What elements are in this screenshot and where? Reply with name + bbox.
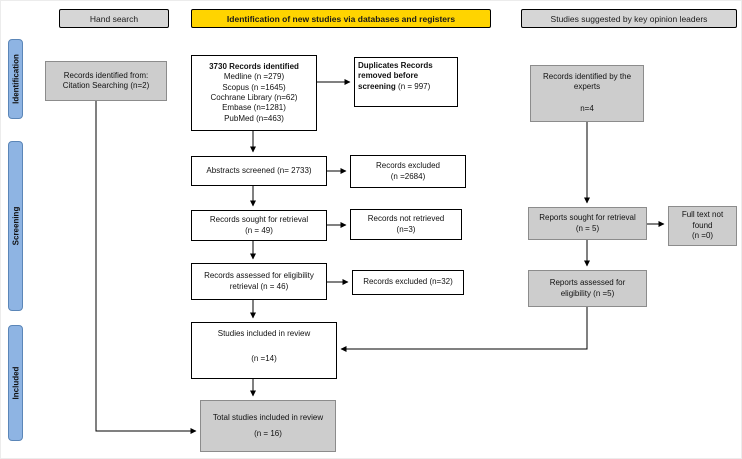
records-excluded1-line1: Records excluded [375, 161, 441, 171]
reports-assessed-line2: eligibility (n =5) [560, 288, 615, 298]
box-duplicates-removed [354, 57, 458, 107]
duplicates-count: (n = 997) [398, 81, 431, 91]
full-text-line1: Full text not found [681, 210, 724, 230]
citation-line1: Records identified from: [63, 70, 149, 80]
records-assessed-line2: retrieval (n = 46) [229, 281, 289, 291]
total-included-line2: (n = 16) [254, 429, 282, 438]
box-reports-sought [528, 207, 647, 240]
records-excluded2-text: Records excluded (n=32) [363, 277, 453, 287]
stage-screening [8, 141, 23, 311]
stage-included [8, 325, 23, 441]
not-retrieved-line2: (n=3) [396, 224, 416, 234]
citation-line2: Citation Searching (n=2) [62, 81, 150, 90]
header-databases-label: Identification of new studies via databases and registers [226, 13, 456, 24]
box-full-text-not-found [668, 206, 737, 246]
header-hand-search [59, 9, 169, 28]
abstracts-screened-text: Abstracts screened (n= 2733) [206, 165, 312, 175]
box-records-excluded-2 [352, 270, 464, 295]
header-databases [191, 9, 491, 28]
experts-records-line1: Records identified by the experts [542, 72, 632, 92]
records-sought-line1: Records sought for retrieval [209, 215, 309, 225]
header-experts-label: Studies suggested by key opinion leaders [550, 13, 708, 24]
stage-identification-label: Identification [11, 54, 20, 104]
records-excluded1-line2: (n =2684) [390, 171, 426, 181]
box-records-assessed [191, 263, 327, 300]
header-experts [521, 9, 737, 28]
stage-identification [8, 39, 23, 119]
stage-included-label: Included [11, 366, 20, 400]
records-identified-scopus: Scopus (n =1645) [222, 82, 286, 92]
records-sought-line2: (n = 49) [245, 225, 273, 235]
records-identified-pubmed: PubMed (n=463) [224, 113, 284, 123]
full-text-line2: (n =0) [691, 231, 714, 241]
studies-included-line1: Studies included in review [217, 329, 311, 338]
reports-assessed-line1: Reports assessed for [549, 278, 626, 288]
box-experts-records [530, 65, 644, 122]
experts-records-count: n=4 [580, 103, 594, 113]
records-assessed-line1: Records assessed for eligibility [204, 271, 314, 281]
box-records-identified [191, 55, 317, 131]
box-abstracts-screened [191, 156, 327, 186]
header-hand-search-label: Hand search [89, 13, 139, 24]
not-retrieved-line1: Records not retrieved [367, 214, 445, 224]
box-citation-searching [45, 61, 167, 101]
duplicates-text: Duplicates Records removed before screening [358, 61, 433, 91]
reports-sought-line2: (n = 5) [575, 223, 600, 233]
box-records-sought [191, 210, 327, 241]
records-identified-title: 3730 Records identified [209, 61, 299, 71]
records-identified-cochrane: Cochrane Library (n=62) [210, 93, 298, 102]
box-records-excluded-1 [350, 155, 466, 188]
box-records-not-retrieved [350, 209, 462, 240]
box-reports-assessed [528, 270, 647, 307]
records-identified-medline: Medline (n =279) [223, 72, 285, 82]
box-total-included [200, 400, 336, 452]
box-studies-included [191, 322, 337, 379]
total-included-line1: Total studies included in review [212, 412, 324, 422]
records-identified-embase: Embase (n=1281) [222, 103, 286, 113]
reports-sought-line1: Reports sought for retrieval [539, 213, 636, 223]
stage-screening-label: Screening [11, 206, 20, 246]
studies-included-line2: (n =14) [251, 354, 277, 364]
